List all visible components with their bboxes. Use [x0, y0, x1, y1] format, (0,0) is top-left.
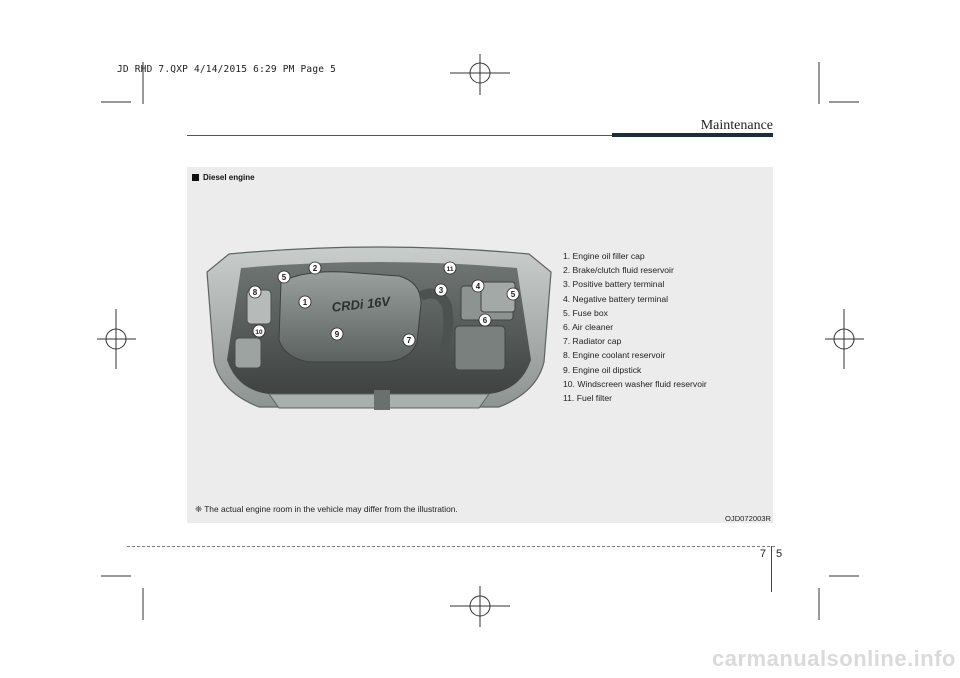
figure-disclaimer: ❈ The actual engine room in the vehicle may differ from the illustration. [195, 504, 458, 514]
engine-compartment-illustration [199, 242, 559, 422]
legend-item: 11. Fuel filter [563, 392, 613, 403]
callout-8: 8 [252, 288, 258, 297]
page-number: 5 [776, 548, 783, 560]
callout-7: 7 [406, 336, 412, 345]
legend-item: 8. Engine coolant reservoir [563, 350, 666, 361]
chapter-number: 7 [759, 548, 766, 560]
legend-item: 10. Windscreen washer fluid reservoir [563, 378, 707, 389]
callout-5-left: 5 [281, 273, 287, 282]
page-number-divider [771, 546, 772, 592]
heading-square-bullet [192, 174, 199, 181]
figure-heading-text: Diesel engine [203, 173, 255, 182]
callout-6: 6 [482, 316, 488, 325]
callout-1: 1 [302, 298, 308, 307]
figure-heading [192, 173, 255, 182]
legend-item: 1. Engine oil filler cap [563, 251, 645, 261]
callout-3: 3 [438, 286, 444, 295]
callout-4: 4 [475, 282, 481, 291]
legend-item: 6. Air cleaner [563, 321, 614, 332]
callout-9: 9 [334, 330, 340, 339]
figure-code: OJD072003R [724, 514, 771, 523]
callout-11: 11 [446, 266, 454, 273]
printer-slug: JD RHD 7.QXP 4/14/2015 6:29 PM Page 5 [117, 64, 337, 75]
legend-item: 3. Positive battery terminal [563, 279, 665, 290]
legend-item: 4. Negative battery terminal [563, 293, 669, 304]
section-title: Maintenance [700, 118, 773, 133]
header-accent-bar [612, 133, 773, 137]
figure-panel [187, 167, 773, 523]
engine-cover-badge: CRDi 16V [331, 293, 391, 315]
legend-item: 2. Brake/clutch fluid reservoir [563, 265, 674, 276]
site-watermark: carmanualsonline.info [712, 646, 956, 671]
callout-2: 2 [312, 264, 318, 273]
legend-item: 9. Engine oil dipstick [563, 364, 642, 375]
legend-item: 5. Fuse box [563, 307, 608, 318]
callout-5-right: 5 [510, 290, 516, 299]
component-legend [563, 249, 707, 405]
legend-item: 7. Radiator cap [563, 336, 622, 347]
footer-dashed-rule [127, 546, 775, 547]
callout-10: 10 [255, 329, 263, 336]
